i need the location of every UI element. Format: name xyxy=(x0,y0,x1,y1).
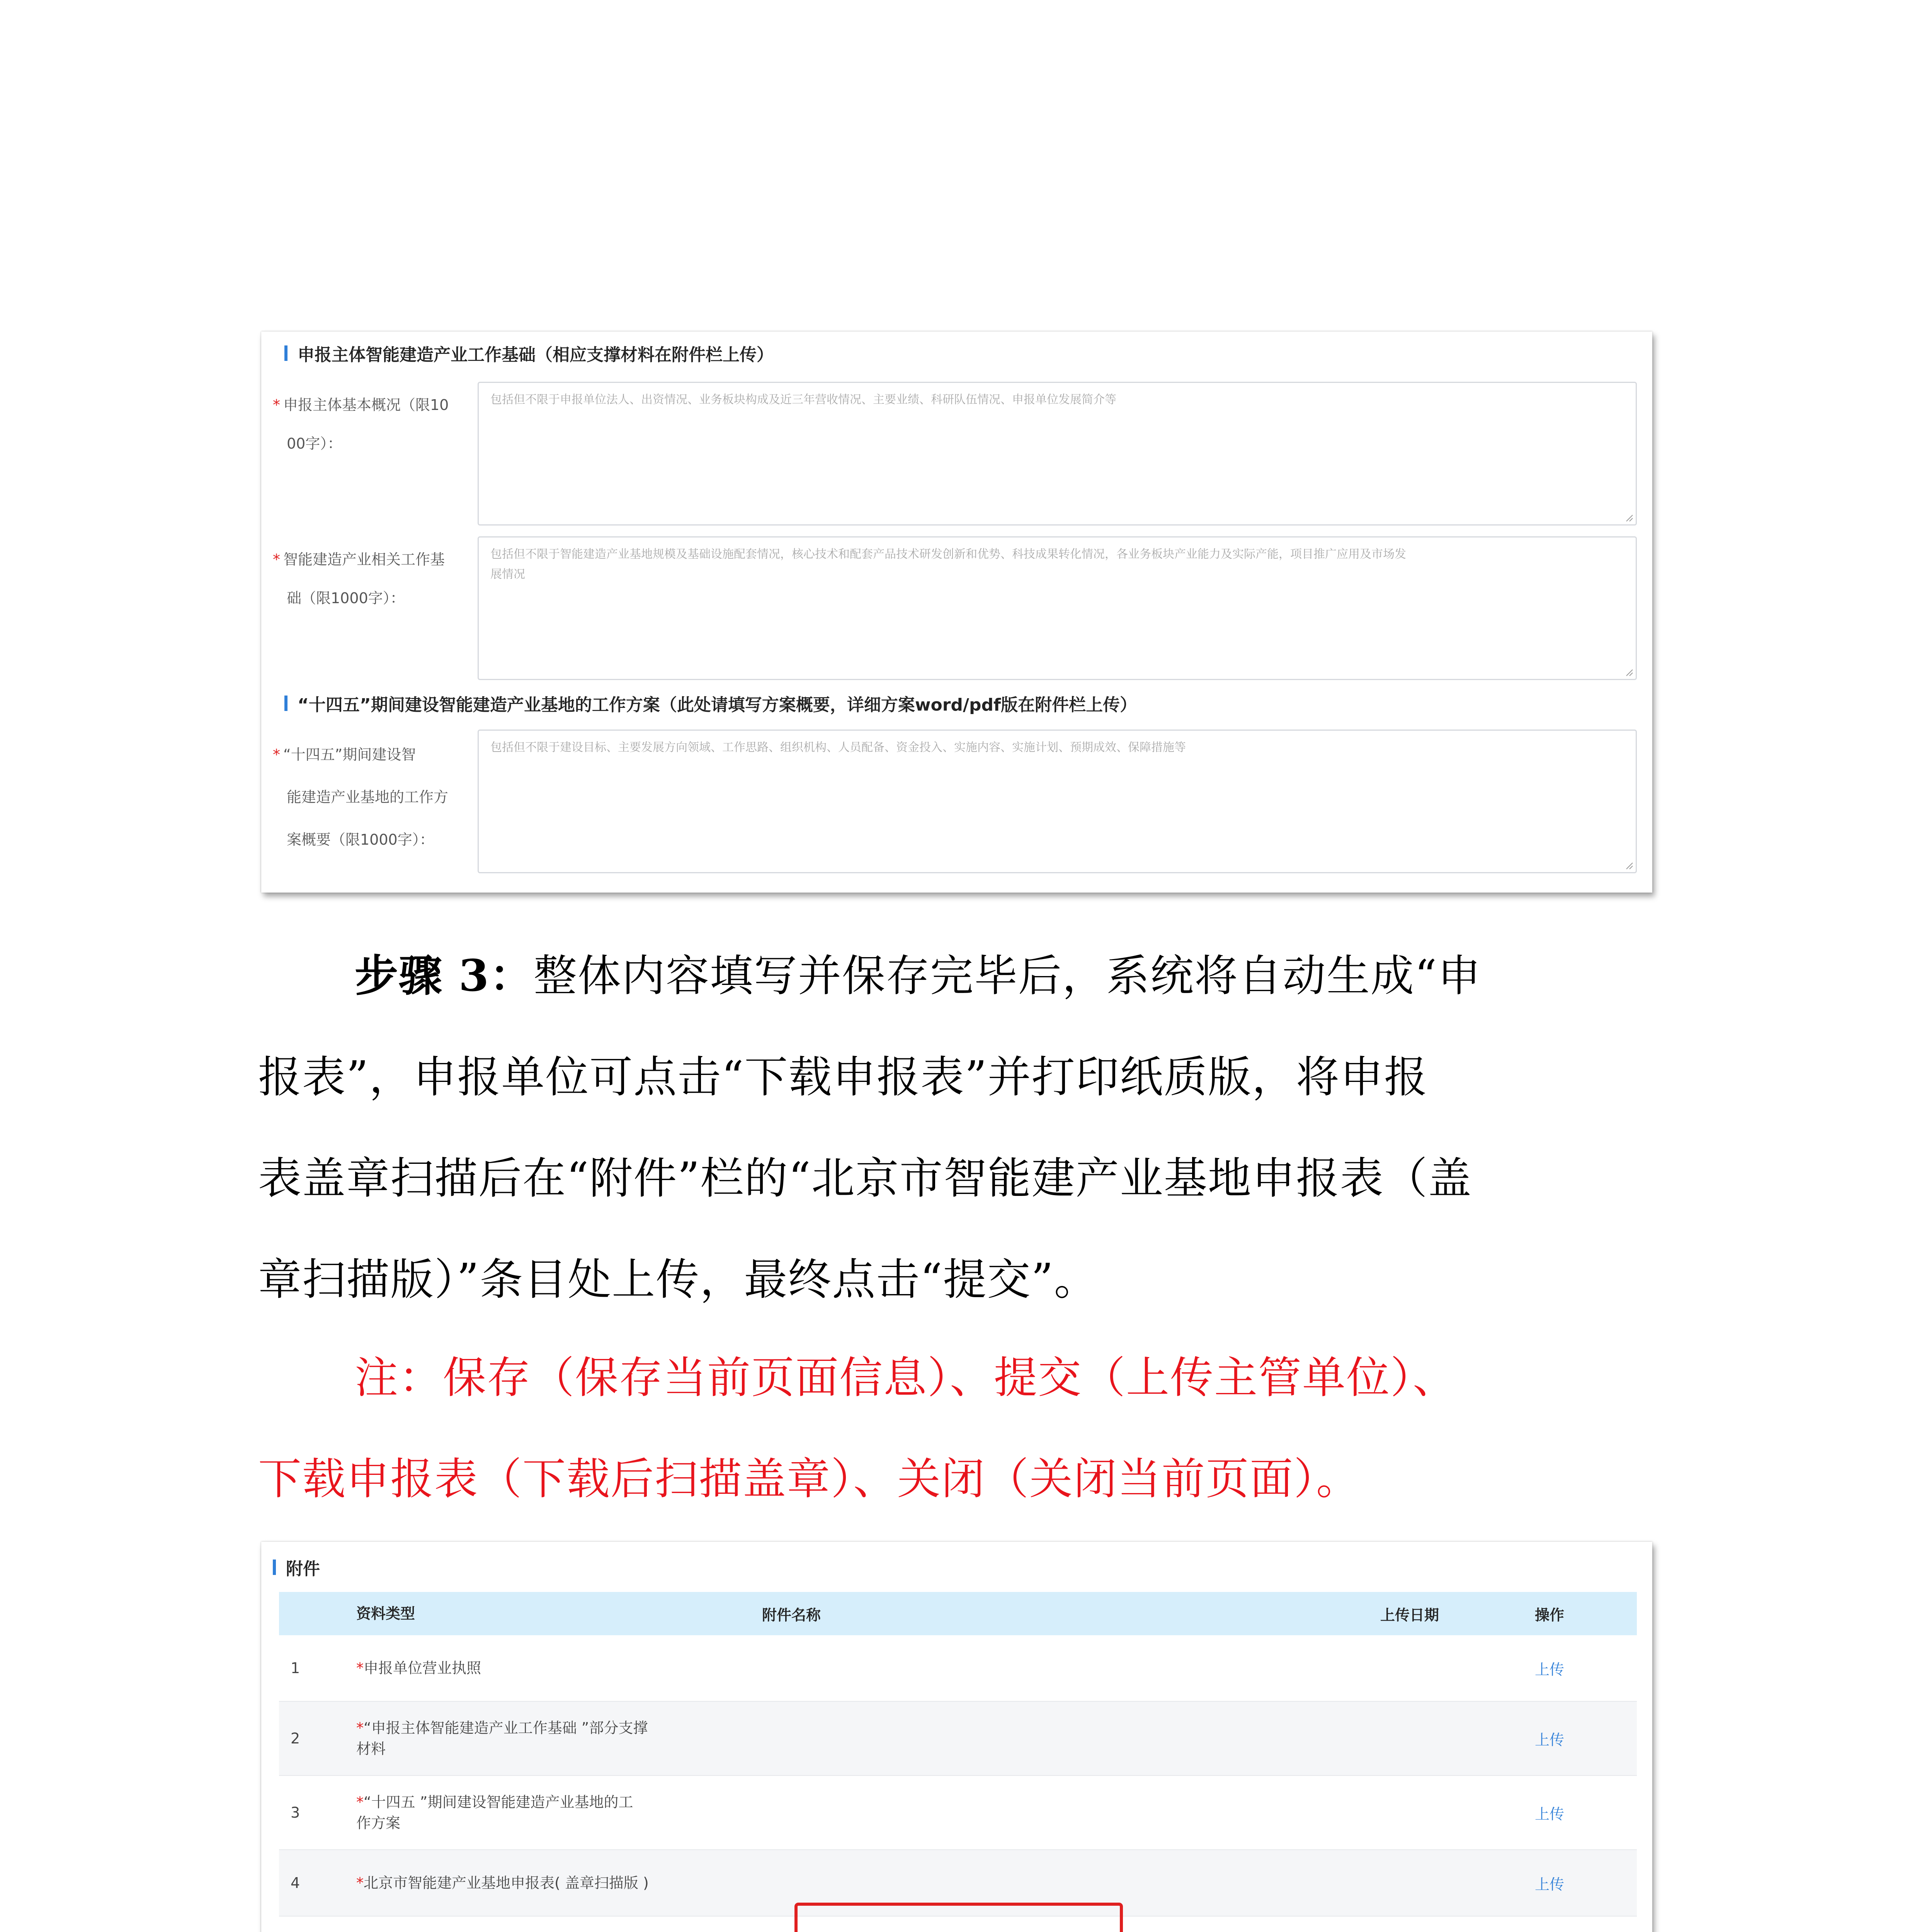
section-marker xyxy=(284,345,287,361)
resize-handle-icon[interactable] xyxy=(1625,861,1633,870)
upload-link[interactable]: 上传 xyxy=(1535,1805,1565,1823)
attachments-table xyxy=(279,1592,1637,1917)
upload-link[interactable]: 上传 xyxy=(1535,1876,1565,1893)
note-paragraph: 注：保存（保存当前页面信息）、提交（上传主管单位）、 下载申报表（下载后扫描盖章）、关闭（关闭当前页面）。 xyxy=(258,1353,1457,1504)
form-screenshot xyxy=(261,332,1652,893)
table-row: 2 *“申报主体智能建造产业工作基础 ”部分支撑 材料 上传 xyxy=(279,1702,1637,1776)
resize-handle-icon[interactable] xyxy=(1625,668,1633,677)
basic-overview-textarea[interactable]: 包括但不限于申报单位法人、出资情况、业务板块构成及近三年营收情况、主要业绩、科研队伍情况、申报单位发展简介等 xyxy=(478,382,1637,526)
table-header: 资料类型 附件名称 上传日期 操作 xyxy=(279,1592,1637,1635)
section-marker xyxy=(273,1560,276,1575)
related-work-textarea[interactable]: 包括但不限于智能建造产业基地规模及基础设施配套情况，核心技术和配套产品技术研发创新和优势、科技成果转化情况，各业务板块产业能力及实际产能，项目推广应用及市场发 展情况 xyxy=(478,536,1637,680)
attachments-screenshot xyxy=(261,1542,1652,1932)
attachments-title: 附件 xyxy=(273,1555,320,1580)
section-marker xyxy=(284,696,287,711)
table-row: 4 *北京市智能建产业基地申报表( 盖章扫描版 ) 上传 xyxy=(279,1850,1637,1917)
upload-link[interactable]: 上传 xyxy=(1535,1661,1565,1678)
step3-paragraph: 步骤 3：整体内容填写并保存完毕后，系统将自动生成“申 报表”，申报单位可点击“下载申报表”并打印纸质版，将申报 表盖章扫描后在“附件”栏的“北京市智能建产业基地申报表（盖 章扫描版）”条目处上传，最终点击“提交”。 xyxy=(258,951,1482,1305)
section-title-work-basis: 申报主体智能建造产业工作基础（相应支撑材料在附件栏上传） xyxy=(284,341,774,366)
work-plan-textarea[interactable]: 包括但不限于建设目标、主要发展方向领域、工作思路、组织机构、人员配备、资金投入、实施内容、实施计划、预期成效、保障措施等 xyxy=(478,730,1637,873)
resize-handle-icon[interactable] xyxy=(1625,514,1633,522)
section-title-work-plan: “十四五”期间建设智能建造产业基地的工作方案（此处请填写方案概要，详细方案word/pdf版在附件栏上传） xyxy=(284,691,1137,716)
field-label-basic-overview: * 申报主体基本概况（限10 00字）： xyxy=(273,396,449,452)
table-row: 3 *“十四五 ”期间建设智能建造产业基地的工 作方案 上传 xyxy=(279,1776,1637,1850)
table-row: 1 *申报单位营业执照 上传 xyxy=(279,1635,1637,1702)
field-label-related-work: * 智能建造产业相关工作基 础（限1000字）： xyxy=(273,551,445,607)
upload-link[interactable]: 上传 xyxy=(1535,1731,1565,1748)
buttons-highlight-box xyxy=(794,1903,1123,1932)
field-label-work-plan: * “十四五”期间建设智 能建造产业基地的工作方 案概要（限1000字）： xyxy=(273,746,449,848)
